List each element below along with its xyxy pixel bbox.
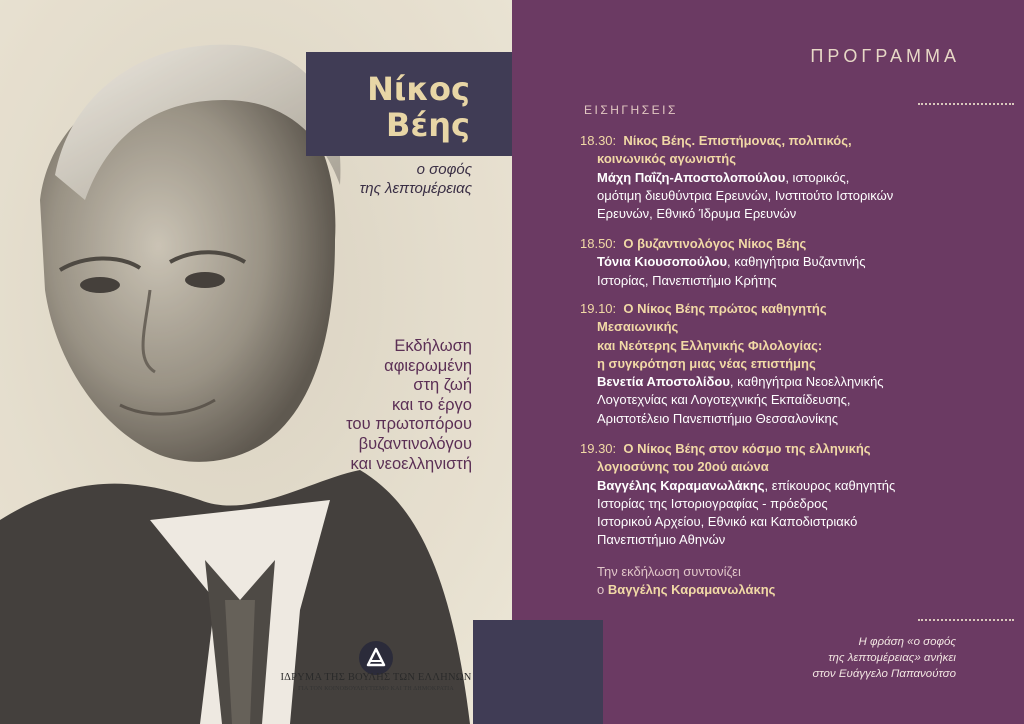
dedication-line: αφιερωμένη — [384, 356, 472, 375]
title-first-name: Νίκος — [367, 70, 470, 108]
item-time: 19.30: — [580, 441, 617, 456]
item-title: Ο Νίκος Βέης στον κόσμο της ελληνικής — [623, 441, 871, 456]
speaker-desc: Λογοτεχνίας και Λογοτεχνικής Εκπαίδευσης, — [597, 392, 851, 408]
dedication-line: στη ζωή — [413, 376, 472, 395]
item-title: Ο Νίκος Βέης πρώτος καθηγητής — [623, 301, 827, 316]
foundation-name: ΙΔΡΥΜΑ ΤΗΣ ΒΟΥΛΗΣ ΤΩΝ ΕΛΛΗΝΩΝ — [280, 672, 472, 683]
speaker-desc: , καθηγήτρια Νεοελληνικής — [729, 374, 884, 390]
program-item — [580, 132, 980, 223]
speaker-name: Βενετία Αποστολίδου — [597, 374, 730, 390]
program-item — [580, 440, 980, 550]
dotted-divider — [918, 619, 1014, 621]
dedication-line: βυζαντινολόγου — [358, 434, 472, 453]
dedication-line: Εκδήλωση — [394, 337, 472, 355]
item-time: 18.50: — [580, 236, 617, 251]
quote-note — [760, 634, 956, 682]
foundation-subtitle: ΓΙΑ ΤΟΝ ΚΟΙΝΟΒΟΥΛΕΥΤΙΣΜΟ ΚΑΙ ΤΗ ΔΗΜΟΚΡΑΤΙΑ — [298, 686, 454, 692]
speaker-desc: ομότιμη διευθύντρια Ερευνών, Ινστιτούτο Ιστορικών — [597, 187, 894, 203]
coordinator-name: Βαγγέλης Καραμανωλάκης — [607, 582, 776, 597]
item-title: η συγκρότηση μιας νέας επιστήμης — [597, 355, 816, 371]
speaker-desc: Ιστορικού Αρχείου, Εθνικό και Καποδιστριακό — [597, 514, 858, 530]
coordinator-line — [597, 581, 775, 599]
item-title: Ο βυζαντινολόγος Νίκος Βέης — [623, 236, 807, 251]
section-label: ΕΙΣΗΓΗΣΕΙΣ — [584, 103, 678, 117]
dedication-line: και νεοελληνιστή — [350, 454, 472, 473]
speaker-name: Τόνια Κιουσοπούλου — [597, 254, 728, 270]
item-title: κοινωνικός αγωνιστής — [597, 151, 736, 167]
coordinator-prefix: ο — [597, 582, 605, 597]
dedication-line: του πρωτοπόρου — [346, 415, 472, 434]
subtitle-line: ο σοφός — [416, 161, 472, 178]
speaker-desc: Πανεπιστήμιο Αθηνών — [597, 532, 726, 548]
speaker-desc: , επίκουρος καθηγητής — [764, 477, 896, 493]
speaker-desc: Αριστοτέλειο Πανεπιστήμιο Θεσσαλονίκης — [597, 410, 838, 426]
item-title: Νίκος Βέης. Επιστήμονας, πολιτικός, — [623, 133, 852, 148]
note-line: της λεπτομέρειας» ανήκει — [828, 652, 956, 664]
speaker-desc: Ιστορίας της Ιστοριογραφίας - πρόεδρος — [597, 495, 828, 511]
item-title: Μεσαιωνικής — [597, 319, 679, 335]
speaker-desc: Ιστορίας, Πανεπιστήμιο Κρήτης — [597, 272, 777, 288]
coordinator-intro: Την εκδήλωση συντονίζει — [597, 564, 741, 579]
item-title: και Νεότερης Ελληνικής Φιλολογίας: — [597, 337, 823, 353]
bottom-accent-box — [473, 620, 603, 724]
subtitle — [300, 160, 472, 198]
item-time: 19.10: — [580, 301, 617, 316]
title-last-name: Βέης — [386, 106, 470, 144]
speaker-desc: Ερευνών, Εθνικό Ίδρυμα Ερευνών — [597, 206, 797, 222]
program-item — [580, 300, 980, 428]
item-time: 18.30: — [580, 133, 617, 148]
note-line: στον Ευάγγελο Παπανούτσο — [812, 668, 956, 680]
note-line: Η φράση «ο σοφός — [858, 636, 956, 648]
dedication-text — [270, 337, 472, 474]
item-title: λογιοσύνης του 20ού αιώνα — [597, 459, 769, 475]
speaker-desc: , καθηγήτρια Βυζαντινής — [727, 254, 866, 270]
program-title: ΠΡΟΓΡΑΜΜΑ — [810, 46, 960, 66]
speaker-desc: , ιστορικός, — [785, 169, 850, 185]
program-item — [580, 235, 980, 290]
dedication-line: και το έργο — [391, 395, 472, 414]
dotted-divider — [918, 103, 1014, 105]
speaker-name: Μάχη Παΐζη-Αποστολοπούλου — [597, 169, 786, 185]
speaker-name: Βαγγέλης Καραμανωλάκης — [597, 477, 765, 493]
subtitle-line: της λεπτομέρειας — [359, 180, 472, 197]
